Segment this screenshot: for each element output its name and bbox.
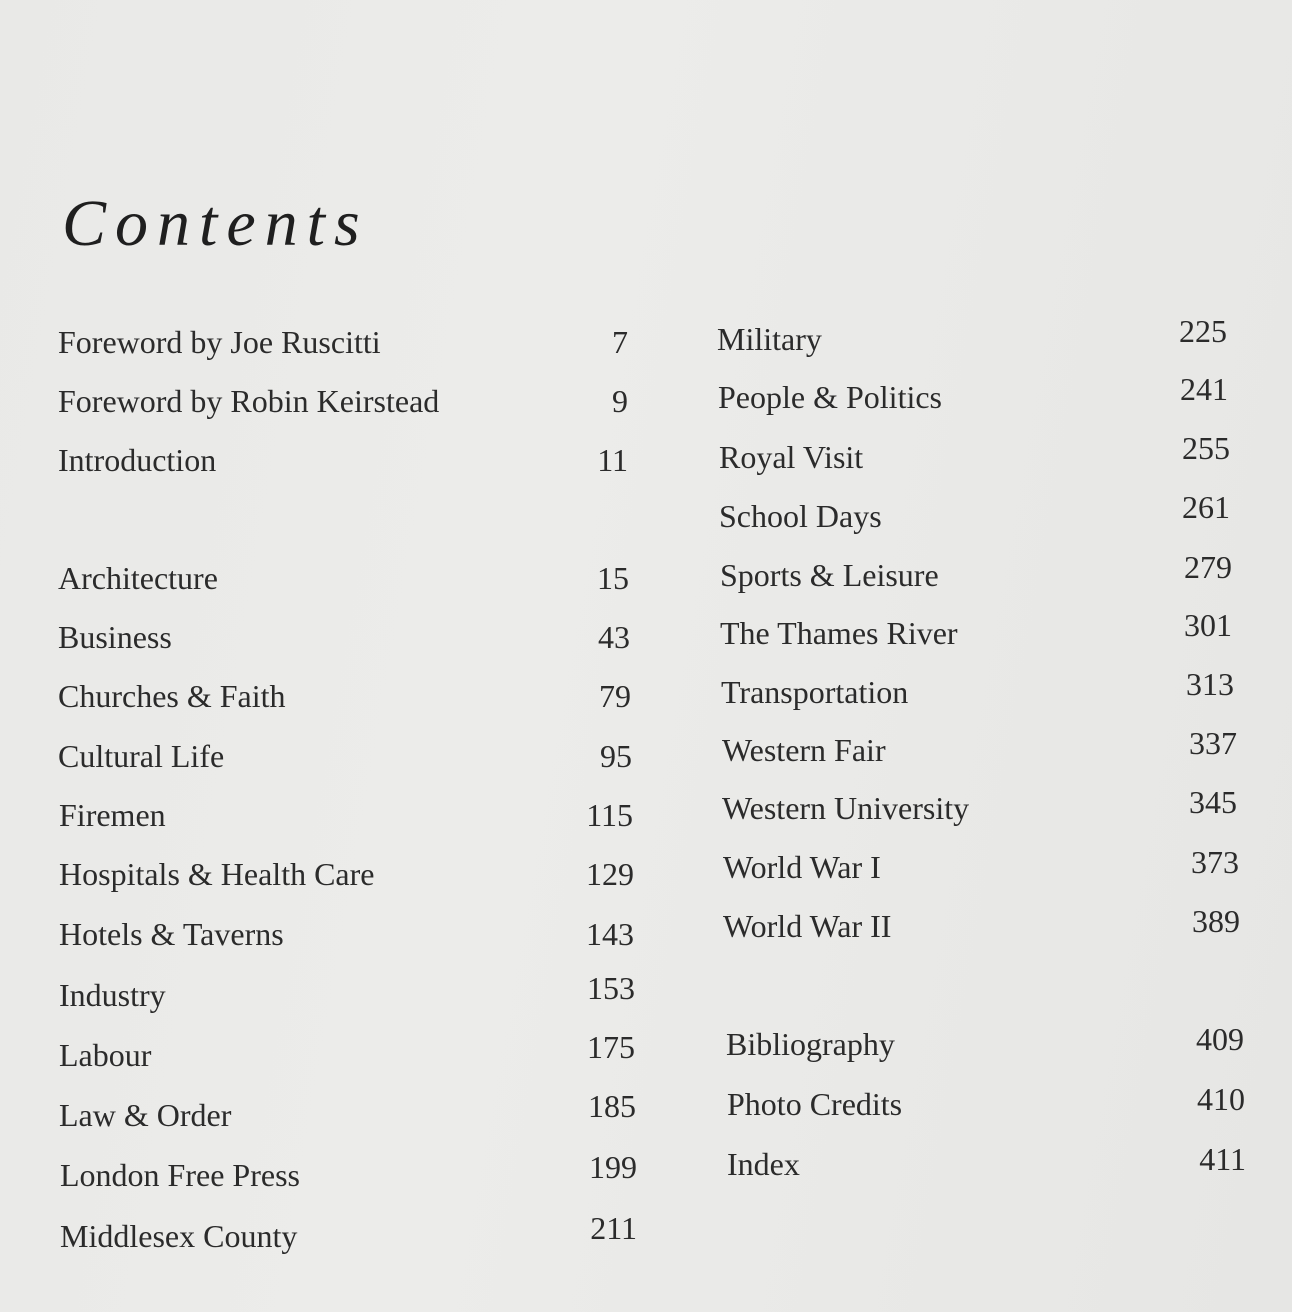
- toc-entry-page: 79: [599, 678, 631, 714]
- toc-entry-label: The Thames River: [720, 615, 958, 651]
- toc-entry-label: Architecture: [58, 560, 218, 596]
- toc-entry-label: Royal Visit: [719, 439, 864, 475]
- toc-entry-page: 409: [1196, 1021, 1244, 1057]
- toc-entry-label: Western Fair: [722, 732, 886, 768]
- toc-entry-page: 301: [1184, 607, 1232, 643]
- toc-entry-page: 43: [598, 619, 630, 655]
- toc-entry-label: Labour: [59, 1037, 152, 1073]
- toc-entry-label: World War II: [723, 908, 892, 944]
- toc-entry-page: 225: [1179, 313, 1227, 349]
- toc-entry-page: 143: [586, 916, 634, 952]
- toc-entry-label: People & Politics: [718, 379, 942, 415]
- toc-entry-label: Business: [58, 619, 172, 655]
- toc-entry-label: Law & Order: [59, 1097, 232, 1133]
- toc-entry-label: Industry: [59, 977, 166, 1013]
- toc-entry-page: 199: [589, 1149, 637, 1185]
- toc-entry-label: Transportation: [721, 674, 909, 710]
- toc-entry-page: 279: [1184, 549, 1232, 585]
- toc-entry-page: 389: [1192, 903, 1240, 939]
- toc-entry-label: Hotels & Taverns: [59, 916, 284, 952]
- toc-entry-label: Cultural Life: [58, 738, 225, 774]
- toc-entry-label: London Free Press: [60, 1157, 300, 1193]
- toc-entry-page: 261: [1182, 489, 1230, 525]
- toc-entry-label: Photo Credits: [727, 1086, 903, 1122]
- toc-entry-page: 185: [588, 1088, 636, 1124]
- toc-entry-page: 7: [612, 324, 628, 360]
- toc-entry-page: 241: [1180, 371, 1228, 407]
- toc-entry-page: 153: [587, 970, 635, 1006]
- toc-entry-label: Middlesex County: [60, 1218, 298, 1254]
- toc-entry-page: 11: [597, 442, 628, 478]
- toc-entry-label: Hospitals & Health Care: [59, 856, 375, 892]
- toc-entry-page: 255: [1182, 430, 1230, 466]
- toc-entry-page: 313: [1186, 666, 1234, 702]
- toc-entry-page: 411: [1199, 1141, 1246, 1177]
- page-title: Contents: [62, 187, 369, 260]
- toc-entry-page: 95: [600, 738, 632, 774]
- toc-entry-label: Introduction: [58, 442, 217, 478]
- toc-entry-label: Foreword by Joe Ruscitti: [58, 324, 381, 360]
- toc-entry-label: Churches & Faith: [58, 678, 286, 714]
- toc-entry-page: 115: [586, 797, 633, 833]
- toc-entry-label: Military: [717, 321, 822, 357]
- toc-entry-page: 9: [612, 383, 628, 419]
- toc-entry-page: 129: [586, 856, 634, 892]
- toc-entry-label: Firemen: [59, 797, 166, 833]
- toc-entry-label: Index: [727, 1146, 800, 1182]
- toc-entry-label: World War I: [723, 849, 881, 885]
- toc-entry-label: Sports & Leisure: [720, 557, 939, 593]
- toc-entry-label: Foreword by Robin Keirstead: [58, 383, 440, 419]
- toc-entry-page: 175: [587, 1029, 635, 1065]
- toc-entry-page: 337: [1189, 725, 1237, 761]
- toc-entry-page: 373: [1191, 844, 1239, 880]
- toc-entry-page: 345: [1189, 784, 1237, 820]
- toc-entry-page: 211: [590, 1210, 637, 1246]
- toc-entry-label: Western University: [722, 790, 970, 826]
- toc-entry-label: Bibliography: [726, 1026, 895, 1062]
- toc-entry-label: School Days: [719, 498, 882, 534]
- toc-entry-page: 410: [1197, 1081, 1245, 1117]
- toc-entry-page: 15: [597, 560, 629, 596]
